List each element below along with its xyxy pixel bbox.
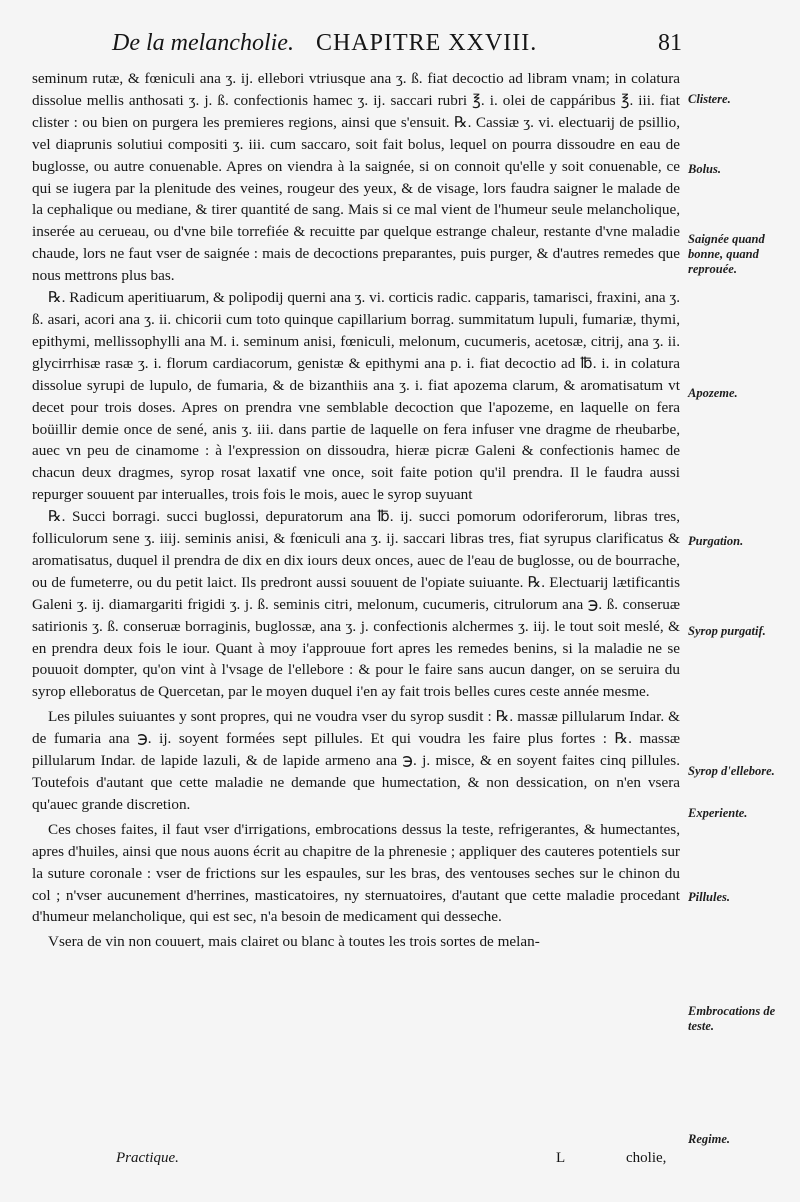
margin-note-purgation: Purgation.	[688, 534, 744, 548]
margin-note-apozeme: Apozeme.	[688, 386, 738, 400]
margin-note-syrop-purgatif: Syrop purgatif.	[688, 624, 766, 638]
paragraph-3: ℞. Succi borragi. succi buglossi, depuratorum ana ℔. ij. succi pomorum odoriferorum, libras tres, folliculorum sene ʒ. iiij. seminis anisi, & fœniculi ana ʒ. ij. saccari libras tres, fiat syrupus clarificatus & aromatisatus, duquel il prendra de dix en dix iours deux onces, auec de l'eau de buglosse, ou de bourrache, ou de fumeterre, ou du petit laict. Ils predront aussi souuent de l'opiate suiuante. ℞. Electuarij lætificantis Galeni ʒ. ij. diamargariti frigidi ʒ. j. ß. seminis citri, melonum, cucumeris, citrulorum ana ℈. ß. conseruæ satirionis ʒ. ß. conseruæ borraginis, buglossæ, ana ʒ. j. confectionis alchermes ʒ. iij. le tout soit meslé, & en prendra deux fois le iour. Quant à moy i'approuue fort apres les remedes benins, si la maladie ne se pouuoit dompter, qu'on vint à l'vsage de l'ellebore : & pour le faire sans aucun danger, on se seruira du syrop elleboratus de Quercetan, par le moyen duquel i'en ay fait trois belles cures ceste année mesme.	[32, 508, 680, 701]
main-text	[32, 68, 680, 953]
margin-note-regime: Regime.	[688, 1132, 731, 1146]
page-footer	[116, 1150, 686, 1180]
paragraph-4: Les pilules suiuantes y sont propres, qui ne voudra vser du syrop susdit : ℞. massæ pillularum Indar. & de fumaria ana ℈. ij. soyent formées sept pillules. Et qui voudra les faire plus fortes : ℞. massæ pillularum Indar. de lapide lazuli, & de lapide armeno ana ℈. j. misce, & en soyent faites cinq pillules. Toutefois d'autant que cette maladie ne demande que humectation, & non dessication, on n'en vsera qu'auec grande discretion.	[32, 708, 680, 813]
catchword: cholie,	[626, 1150, 667, 1166]
margin-note-saignee: Saignée quand bonne, quand reprouée.	[688, 232, 765, 276]
paragraph-5: Ces choses faites, il faut vser d'irrigations, embrocations dessus la teste, refrigerantes, & humectantes, apres d'huiles, ainsi que nous auons écrit au chapitre de la phrenesie ; appliquer des cauteres potentiels sur la suture coronale : vser de frictions sur les espaules, sur les bras, des ventouses seches sur le chinon du col ; n'vser aucunement d'herrines, masticatoires, ny sternuatoires, d'autant que cette maladie procedant d'humeur melancholique, qui est sec, n'a besoin de medicament qui desseche.	[32, 820, 680, 926]
page-header	[112, 30, 682, 70]
chapter-heading: CHAPITRE XXVIII.	[315, 30, 538, 56]
footer-direction: Practique.	[116, 1150, 179, 1166]
running-title: De la melancholie.	[112, 30, 294, 56]
margin-note-bolus: Bolus.	[688, 162, 722, 176]
paragraph-1: seminum rutæ, & fœniculi ana ʒ. ij. ellebori vtriusque ana ʒ. ß. fiat decoctio ad libram vnam; in colatura dissolue mellis anthosati ʒ. j. ß. confectionis hamec ʒ. ij. saccari rubri ℥. i. olei de cappáribus ℥. iii. fiat clister : ou bien on purgera les premieres regions, ainsi que s'ensuit. ℞. Cassiæ ʒ. vi. electuarij de psillio, vel diaprunis solutiui compositi ʒ. iii. cum saccaro, soit fait bolus, lequel on pourra dissoudre en eau de buglosse, ou autre conuenable. Apres on viendra à la saignée, si on connoit qu'elle y soit conuenable, ce qui se iugera par la plenitude des veines, rougeur des yeux, & de visage, lors faudra saigner le malade de la cephalique ou mediane, & tirer quantité de sang. Mais si ce mal vient de l'humeur seule melancholique, inserée au cerueau, ou d'vne bile torrefiée & recuitte par quelque estrange chaleur, restante d'vne maladie chaude, lors ne faut vser de saignée : mais de decoctions preparantes, puis purger, & d'autres remedes que nous mettrons plus bas.	[32, 70, 680, 285]
paragraph-2: ℞. Radicum aperitiuarum, & polipodij querni ana ʒ. vi. corticis radic. capparis, tamarisci, fraxini, ana ʒ. ß. asari, acori ana ʒ. ii. chicorii cum toto quinque capillarium borrag. summitatum lupuli, fumariæ, thymi, epithymi, mellissophylli ana M. i. seminum anisi, fœniculi, melonum, cucumeris, acetosæ, citrij, ana ʒ. ii. glycirrhisæ rasæ ʒ. i. florum cardiacorum, genistæ & epithymi ana p. i. fiat decoctio ad ℔. i. in colatura dissolue syrupi de lupulo, de fumaria, & de bizanthiis ana ʒ. i. fiat apozema clarum, & aromatisatum vt decet pour trois doses. Apres on prendra vne semblable decoction que l'apozeme, en laquelle on fera boüillir demie once de sené, anis ʒ. iii. dans partie de laquelle on fera infuser vne dragme de rheubarbe, auec vn peu de cinamome : à l'expression on dissoudra, hieræ picræ Galeni & confectionis hamec de chacun deux dragmes, syrop rosat laxatif vne once, soit faite potion qu'il prendra. Il le faudra aussi repurger souuent par interualles, trois fois le mois, auec le syrop suyuant	[32, 289, 680, 504]
paragraph-6: Vsera de vin non couuert, mais clairet ou blanc à toutes les trois sortes de melan-	[48, 933, 540, 951]
margin-note-embrocations: Embrocations de teste.	[688, 1004, 776, 1033]
margin-note-syrop-ellebore: Syrop d'ellebore.	[688, 764, 775, 778]
margin-note-pillules: Pillules.	[688, 890, 731, 904]
margin-note-clistere: Clistere.	[688, 92, 731, 106]
signature-mark: L	[556, 1150, 566, 1166]
folio-number: 81	[658, 30, 682, 56]
margin-note-experiente: Experiente.	[688, 806, 748, 820]
